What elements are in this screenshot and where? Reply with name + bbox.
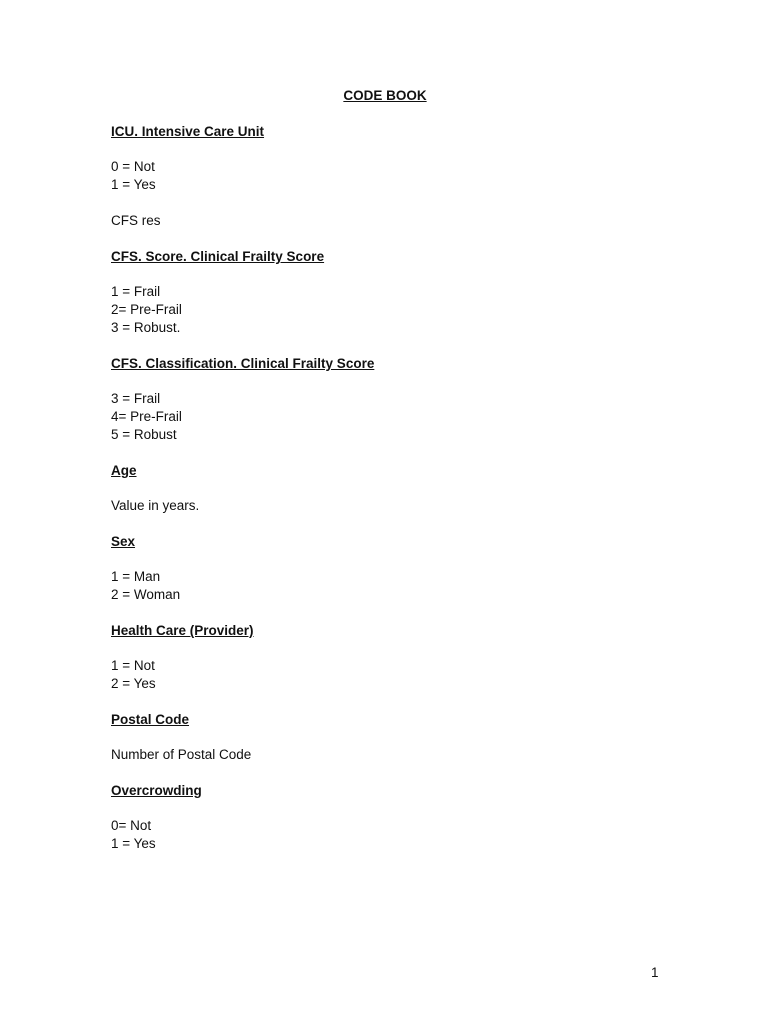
section-heading-cfs-score: CFS. Score. Clinical Frailty Score xyxy=(111,249,325,264)
code-line: 0= Not xyxy=(111,818,152,833)
code-line: 3 = Frail xyxy=(111,391,161,406)
section-heading-postal-code: Postal Code xyxy=(111,712,190,727)
code-line: 2 = Yes xyxy=(111,676,156,691)
section-heading-age: Age xyxy=(111,463,137,478)
code-line: 3 = Robust. xyxy=(111,320,181,335)
page-title: CODE BOOK xyxy=(343,88,427,103)
code-line: 1 = Yes xyxy=(111,836,156,851)
code-line: Value in years. xyxy=(111,498,200,513)
code-line: 2 = Woman xyxy=(111,587,181,602)
section-heading-cfs-classification: CFS. Classification. Clinical Frailty Score xyxy=(111,356,375,371)
code-line: 1 = Man xyxy=(111,569,161,584)
note-line: CFS res xyxy=(111,213,161,228)
code-line: 1 = Frail xyxy=(111,284,161,299)
code-line: 0 = Not xyxy=(111,159,155,174)
code-line: Number of Postal Code xyxy=(111,747,252,762)
code-line: 1 = Yes xyxy=(111,177,156,192)
section-heading-icu: ICU. Intensive Care Unit xyxy=(111,124,265,139)
section-heading-overcrowding: Overcrowding xyxy=(111,783,202,798)
code-line: 1 = Not xyxy=(111,658,155,673)
page-number: 1 xyxy=(651,965,659,980)
code-line: 5 = Robust xyxy=(111,427,177,442)
code-line: 4= Pre-Frail xyxy=(111,409,182,424)
code-line: 2= Pre-Frail xyxy=(111,302,182,317)
section-heading-sex: Sex xyxy=(111,534,136,549)
section-heading-health-care: Health Care (Provider) xyxy=(111,623,254,638)
